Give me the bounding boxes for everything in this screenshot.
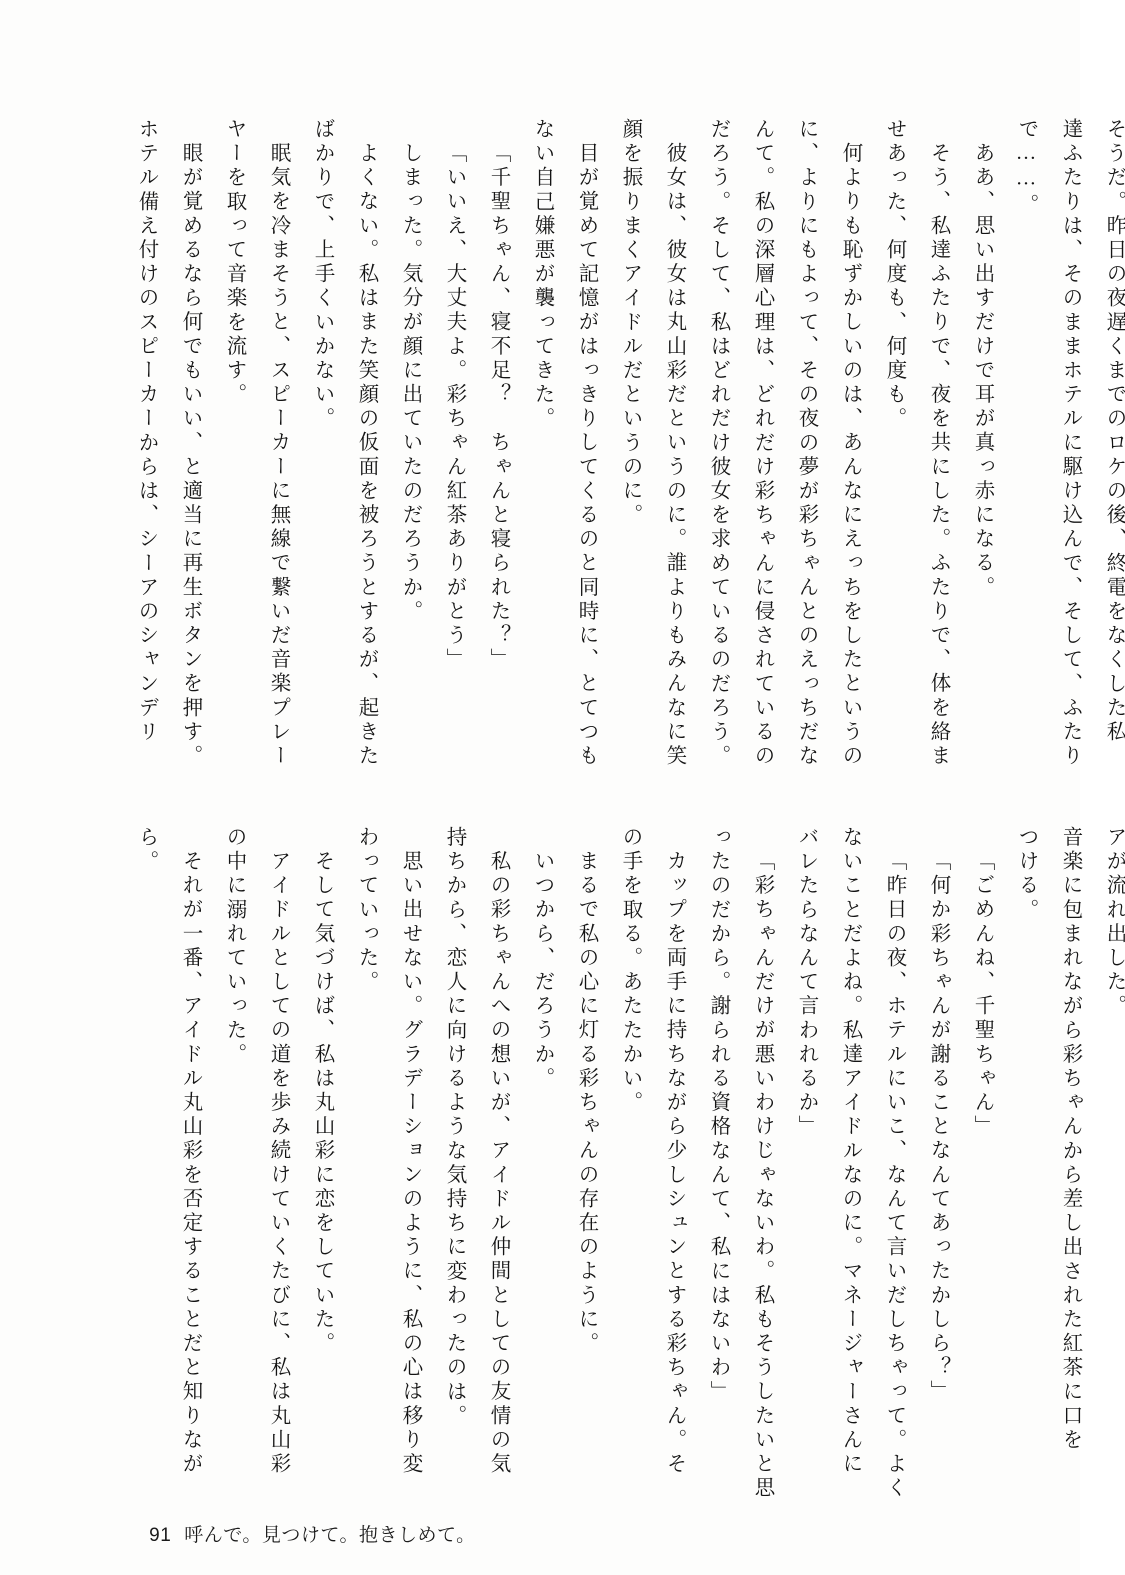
paragraph-lower-line: 持ちから、恋人に向けるような気持ちに変わったのは。 bbox=[443, 826, 465, 1429]
paragraph-lower-line: そして気づけば、私は丸山彩に恋をしていた。 bbox=[311, 850, 333, 1357]
paragraph-upper-line: 眼が覚めるなら何でもいい、と適当に再生ボタンを押す。 bbox=[179, 142, 201, 769]
page-footer bbox=[126, 1498, 476, 1569]
paragraph-upper-line: に、よりにもよって、その夜の夢が彩ちゃんとのえっちだな bbox=[795, 118, 817, 769]
paragraph-upper-line: 達ふたりは、そのままホテルに駆け込んで、そして、ふたり bbox=[1059, 118, 1081, 769]
paragraph-lower-line: ら。 bbox=[135, 826, 157, 875]
paragraph-lower-line: 思い出せない。グラデーションのように、私の心は移り変 bbox=[399, 850, 421, 1477]
paragraph-upper-line: で……。 bbox=[1015, 118, 1037, 218]
paragraph-upper-line: せあった、何度も、何度も。 bbox=[883, 118, 905, 432]
paragraph-lower-line: 「彩ちゃんだけが悪いわけじゃないわ。私もそうしたいと思 bbox=[751, 850, 773, 1501]
paragraph-upper-line: だろう。そして、私はどれだけ彼女を求めているのだろう。 bbox=[707, 118, 729, 769]
paragraph-lower-line: ないことだよね。私達アイドルなのに。マネージャーさんに bbox=[839, 826, 861, 1477]
paragraph-lower-line: いつから、だろうか。 bbox=[531, 850, 553, 1091]
paragraph-upper-line: 「いいえ、大丈夫よ。彩ちゃん紅茶ありがとう」 bbox=[443, 142, 465, 673]
paragraph-lower-line: つける。 bbox=[1015, 826, 1037, 923]
paragraph-lower-line: アが流れ出した。 bbox=[1103, 826, 1125, 1019]
text-block-lower bbox=[112, 826, 1124, 1501]
paragraph-upper-line: しまった。気分が顔に出ていたのだろうか。 bbox=[399, 142, 421, 624]
paragraph-lower-line: 私の彩ちゃんへの想いが、アイドル仲間としての友情の気 bbox=[487, 850, 509, 1477]
paragraph-upper-line: ヤーを取って音楽を流す。 bbox=[223, 118, 245, 408]
paragraph-upper-line: ホテル備え付けのスピーカーからは、シーアのシャンデリ bbox=[135, 118, 157, 745]
paragraph-upper-line: ばかりで、上手くいかない。 bbox=[311, 118, 333, 432]
paragraph-lower-line: ったのだから。謝られる資格なんて、私にはないわ」 bbox=[707, 826, 729, 1405]
paragraph-upper-line: 何よりも恥ずかしいのは、あんなにえっちをしたというの bbox=[839, 142, 861, 769]
paragraph-lower-line: 「ごめんね、千聖ちゃん」 bbox=[971, 850, 993, 1140]
paragraph-upper-line: 「千聖ちゃん、寝不足？ ちゃんと寝られた？」 bbox=[487, 142, 509, 673]
paragraph-lower-line: わっていった。 bbox=[355, 826, 377, 995]
paragraph-upper-line: そう、私達ふたりで、夜を共にした。ふたりで、体を絡ま bbox=[927, 142, 949, 769]
paragraph-upper-line: そうだ。昨日の夜遅くまでのロケの後、終電をなくした私 bbox=[1103, 118, 1125, 745]
paragraph-upper-line: よくない。私はまた笑顔の仮面を被ろうとするが、起きた bbox=[355, 142, 377, 769]
paragraph-upper-line: 眠気を冷まそうと、スピーカーに無線で繋いだ音楽プレー bbox=[267, 142, 289, 769]
paragraph-upper-line: ない自己嫌悪が襲ってきた。 bbox=[531, 118, 553, 432]
paragraph-upper-line: 目が覚めて記憶がはっきりしてくるのと同時に、とてつも bbox=[575, 142, 597, 769]
paragraph-lower-line: の手を取る。あたたかい。 bbox=[619, 826, 641, 1116]
paragraph-lower-line: 「昨日の夜、ホテルにいこ、なんて言いだしちゃって。よく bbox=[883, 850, 905, 1501]
paragraph-lower-line: 音楽に包まれながら彩ちゃんから差し出された紅茶に口を bbox=[1059, 826, 1081, 1453]
paragraph-lower-line: の中に溺れていった。 bbox=[223, 826, 245, 1067]
paragraph-upper-line: 顔を振りまくアイドルだというのに。 bbox=[619, 118, 641, 528]
paragraph-lower-line: 「何か彩ちゃんが謝ることなんてあったかしら？」 bbox=[927, 850, 949, 1405]
paragraph-upper-line: 彼女は、彼女は丸山彩だというのに。誰よりもみんなに笑 bbox=[663, 142, 685, 769]
paragraph-lower-line: それが一番、アイドル丸山彩を否定することだと知りなが bbox=[179, 850, 201, 1477]
page-number: 91 bbox=[149, 1525, 172, 1546]
paragraph-upper-line: んて。私の深層心理は、どれだけ彩ちゃんに侵されているの bbox=[751, 118, 773, 769]
paragraph-lower-line: まるで私の心に灯る彩ちゃんの存在のように。 bbox=[575, 850, 597, 1357]
paragraph-lower-line: カップを両手に持ちながら少しシュンとする彩ちゃん。そ bbox=[663, 850, 685, 1477]
paragraph-upper-line: ああ、思い出すだけで耳が真っ赤になる。 bbox=[971, 142, 993, 600]
footer-title: 呼んで。見つけて。抱きしめて。 bbox=[184, 1525, 476, 1546]
paragraph-lower-line: アイドルとしての道を歩み続けていくたびに、私は丸山彩 bbox=[267, 850, 289, 1477]
text-block-upper bbox=[112, 118, 1124, 769]
paragraph-lower-line: バレたらなんて言われるか」 bbox=[795, 826, 817, 1140]
